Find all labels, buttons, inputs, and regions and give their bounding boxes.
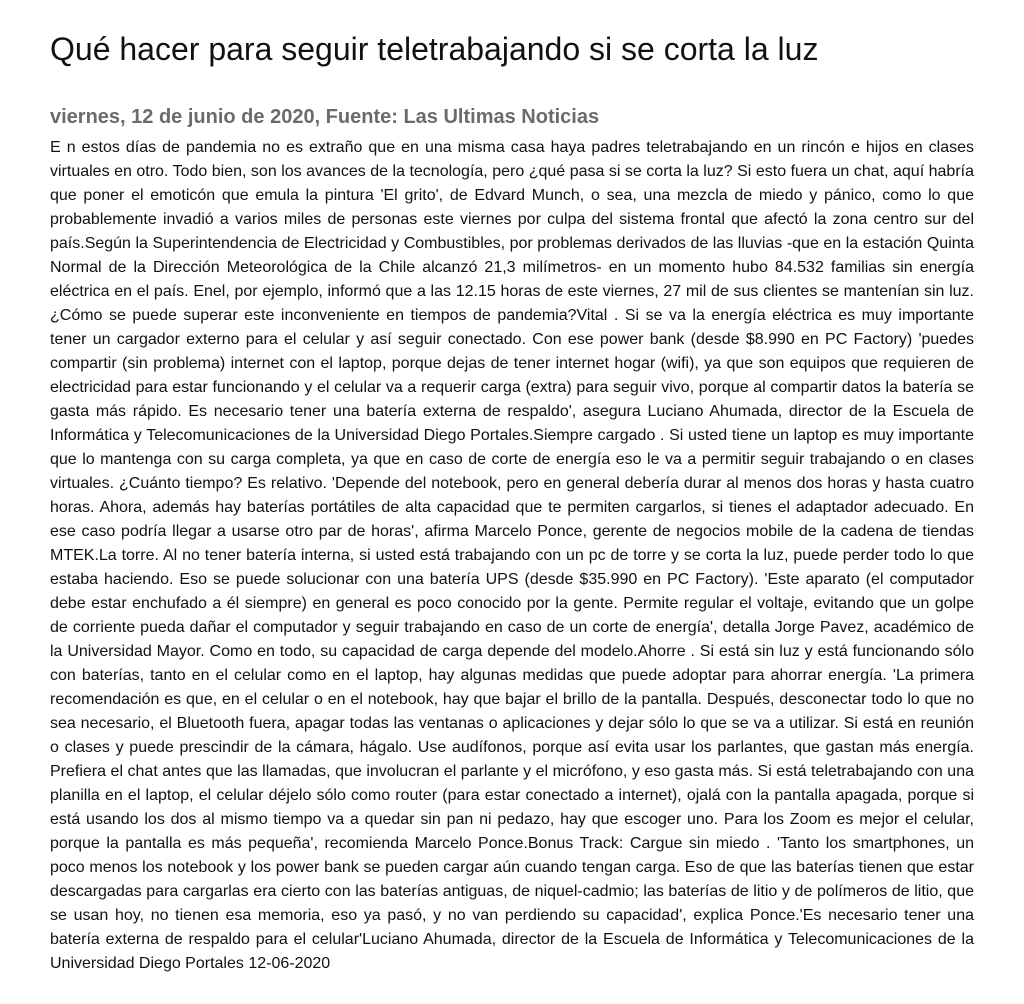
article-date-source: viernes, 12 de junio de 2020, Fuente: Las Ultimas Noticias [50, 106, 600, 128]
article-title: Qué hacer para seguir teletrabajando si se corta la luz [50, 31, 819, 67]
article-body: E n estos días de pandemia no es extraño que en una misma casa haya padres teletrabajando en un rincón e hijos en clases virtuales en otro. Todo bien, son los avances de la tecnología, pero ¿qué pasa si se corta la luz? Si esto fuera un chat, aquí habría que poner el emoticón que emula la pintura 'El grito', de Edvard Munch, o sea, una mezcla de miedo y pánico, como lo que probablemente invadió a varios miles de personas este viernes por culpa del sistema frontal que afectó la zona centro sur del país.Según la Superintendencia de Electricidad y Combustibles, por problemas derivados de las lluvias -que en la estación Quinta Normal de la Dirección Meteorológica de la Chile alcanzó 21,3 milímetros- en un momento hubo 84.532 familias sin energía eléctrica en el país. Enel, por ejemplo, informó que a las 12.15 horas de este viernes, 27 mil de sus clientes se mantenían sin luz. ¿Cómo se puede superar este inconveniente en tiempos de pandemia?Vital . Si se va la energía eléctrica es muy importante tener un cargador externo para el celular y así seguir conectado. Con ese power bank (desde $8.990 en PC Factory) 'puedes compartir (sin problema) internet con el laptop, porque dejas de tener internet hogar (wifi), ya que son equipos que requieren de electricidad para estar funcionando y el celular va a requerir carga (extra) para seguir vivo, porque al compartir datos la batería se gasta más rápido. Es necesario tener una batería externa de respaldo', asegura Luciano Ahumada, director de la Escuela de Informática y Telecomunicaciones de la Universidad Diego Portales.Siempre cargado . Si usted tiene un laptop es muy importante que lo mantenga con su carga completa, ya que en caso de corte de energía eso le va a permitir seguir trabajando o en clases virtuales. ¿Cuánto tiempo? Es relativo. 'Depende del notebook, pero en general debería durar al menos dos horas y hasta cuatro horas. Ahora, además hay baterías portátiles de alta capacidad que te permiten cargarlos, si tienes el adaptador adecuado. En ese caso podría llegar a usarse otro par de horas', afirma Marcelo Ponce, gerente de negocios mobile de la cadena de tiendas MTEK.La torre. Al no tener batería interna, si usted está trabajando con un pc de torre y se corta la luz, puede perder todo lo que estaba haciendo. Eso se puede solucionar con una batería UPS (desde $35.990 en PC Factory). 'Este aparato (el computador debe estar enchufado a él siempre) en general es poco conocido por la gente. Permite regular el voltaje, evitando que un golpe de corriente pueda dañar el computador y seguir trabajando en caso de un corte de energía', detalla Jorge Pavez, académico de la Universidad Mayor. Como en todo, su capacidad de carga depende del modelo.Ahorre . Si está sin luz y está funcionando sólo con baterías, tanto en el celular como en el laptop, hay algunas medidas que puede adoptar para ahorrar energía. 'La primera recomendación es que, en el celular o en el notebook, hay que bajar el brillo de la pantalla. Después, desconectar todo lo que no sea necesario, el Bluetooth fuera, apagar todas las ventanas o aplicaciones y dejar sólo lo que se va a utilizar. Si está en reunión o clases y puede prescindir de la cámara, hágalo. Use audífonos, porque así evita usar los parlantes, que gastan más energía. Prefiera el chat antes que las llamadas, que involucran el parlante y el micrófono, y eso gasta más. Si está teletrabajando con una planilla en el laptop, el celular déjelo sólo como router (para estar conectado a internet), ojalá con la pantalla apagada, porque si está usando los dos al mismo tiempo va a quedar sin pan ni pedazo, hay que escoger uno. Para los Zoom es mejor el celular, porque la pantalla es más pequeña', recomienda Marcelo Ponce.Bonus Track: Cargue sin miedo . 'Tanto los smartphones, un poco menos los notebook y los power bank se pueden cargar aún cuando tengan carga. Eso de que las baterías tienen que estar descargadas para cargarlas era cierto con las baterías antiguas, de niquel-cadmio; las baterías de litio y de polímeros de litio, que se usan hoy, no tienen esa memoria, eso ya pasó, y no van perdiendo su capacidad', explica Ponce.'Es necesario tener una batería externa de respaldo para el celular'Luciano Ahumada, director de la Escuela de Informática y Telecomunicaciones de la Universidad Diego Portales 12-06-2020 [50, 139, 974, 972]
